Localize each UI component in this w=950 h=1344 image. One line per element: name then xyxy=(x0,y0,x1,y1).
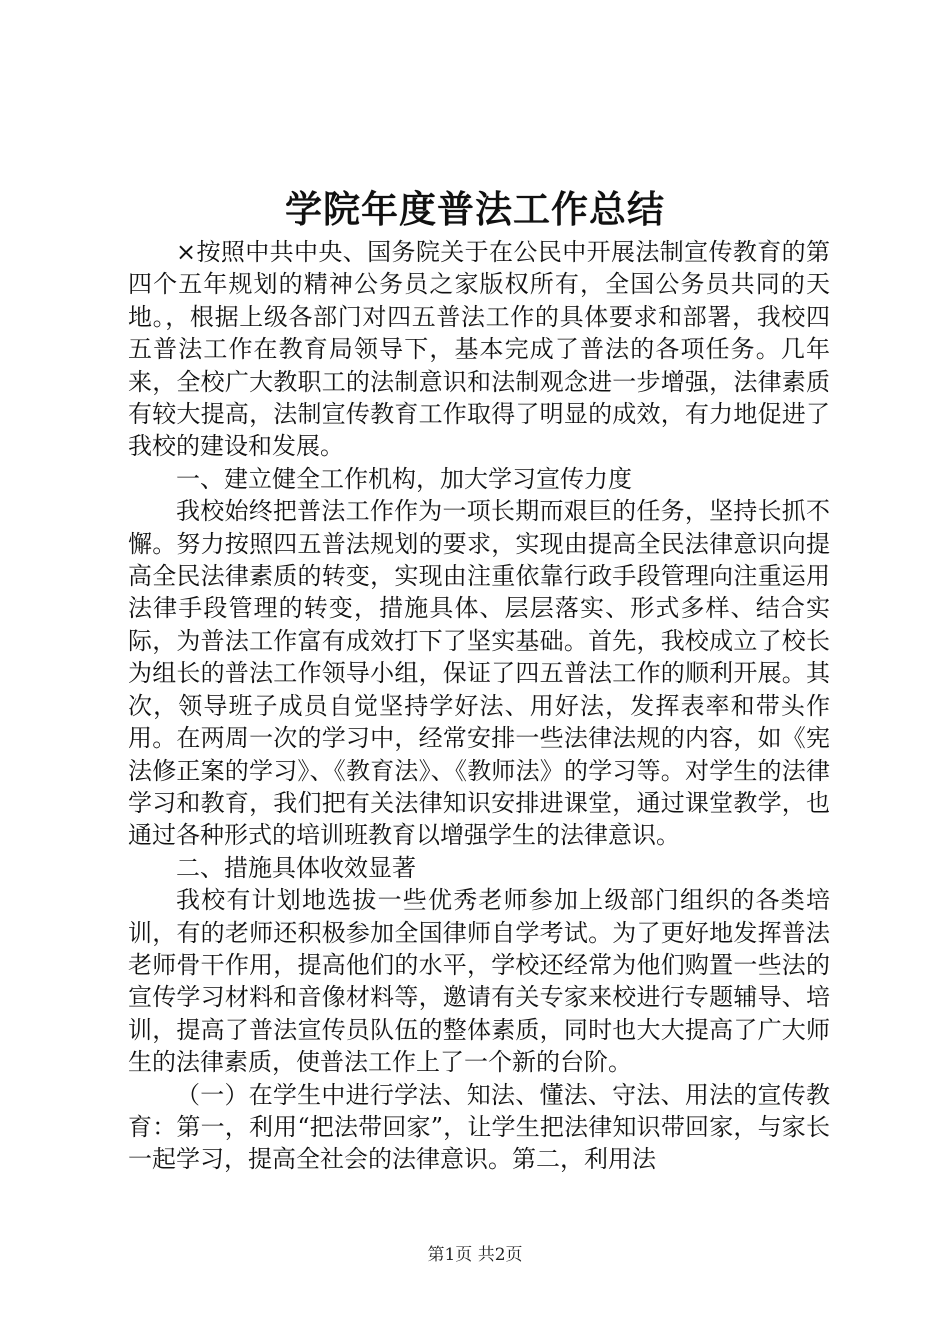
paragraph-section-1: 我校始终把普法工作作为一项长期而艰巨的任务，坚持长抓不懈。努力按照四五普法规划的要求，实现由提高全民法律意识向提高全民法律素质的转变，实现由注重依靠行政手段管理向注重运用法律手段管理的转变，措施具体、层层落实、形式多样、结合实际，为普法工作富有成效打下了坚实基础。首先，我校成立了校长为组长的普法工作领导小组，保证了四五普法工作的顺利开展。其次，领导班子成员自觉坚持学好法、用好法，发挥表率和带头作用。在两周一次的学习中，经常安排一些法律法规的内容，如《宪法修正案的学习》、《教育法》、《教师法》的学习等。对学生的法律学习和教育，我们把有关法律知识安排进课堂，通过课堂教学，也通过各种形式的培训班教育以增强学生的法律意识。 xyxy=(128,497,830,850)
document-body xyxy=(128,236,830,1176)
paragraph-intro: ×按照中共中央、国务院关于在公民中开展法制宣传教育的第四个五年规划的精神公务员之家版权所有，全国公务员共同的天地。，根据上级各部门对四五普法工作的具体要求和部署，我校四五普法工作在教育局领导下，基本完成了普法的各项任务。几年来，全校广大教职工的法制意识和法制观念进一步增强，法律素质有较大提高，法制宣传教育工作取得了明显的成效，有力地促进了我校的建设和发展。 xyxy=(128,238,830,461)
section-heading-2: 二、措施具体收效显著 xyxy=(176,853,416,882)
page-footer: 第1页 共2页 xyxy=(427,1245,523,1265)
section-heading-1: 一、建立健全工作机构，加大学习宣传力度 xyxy=(176,464,632,493)
paragraph-section-2: 我校有计划地选拔一些优秀老师参加上级部门组织的各类培训，有的老师还积极参加全国律师自学考试。为了更好地发挥普法老师骨干作用，提高他们的水平，学校还经常为他们购置一些法的宣传学习材料和音像材料等，邀请有关专家来校进行专题辅导、培训，提高了普法宣传员队伍的整体素质，同时也大大提高了广大师生的法律素质，使普法工作上了一个新的台阶。 xyxy=(128,886,830,1077)
document-title: 学院年度普法工作总结 xyxy=(285,187,665,231)
paragraph-subsection-1: （一）在学生中进行学法、知法、懂法、守法、用法的宣传教育：第一，利用“把法带回家”，让学生把法律知识带回家，与家长一起学习，提高全社会的法律意识。第二，利用法 xyxy=(128,1080,830,1174)
